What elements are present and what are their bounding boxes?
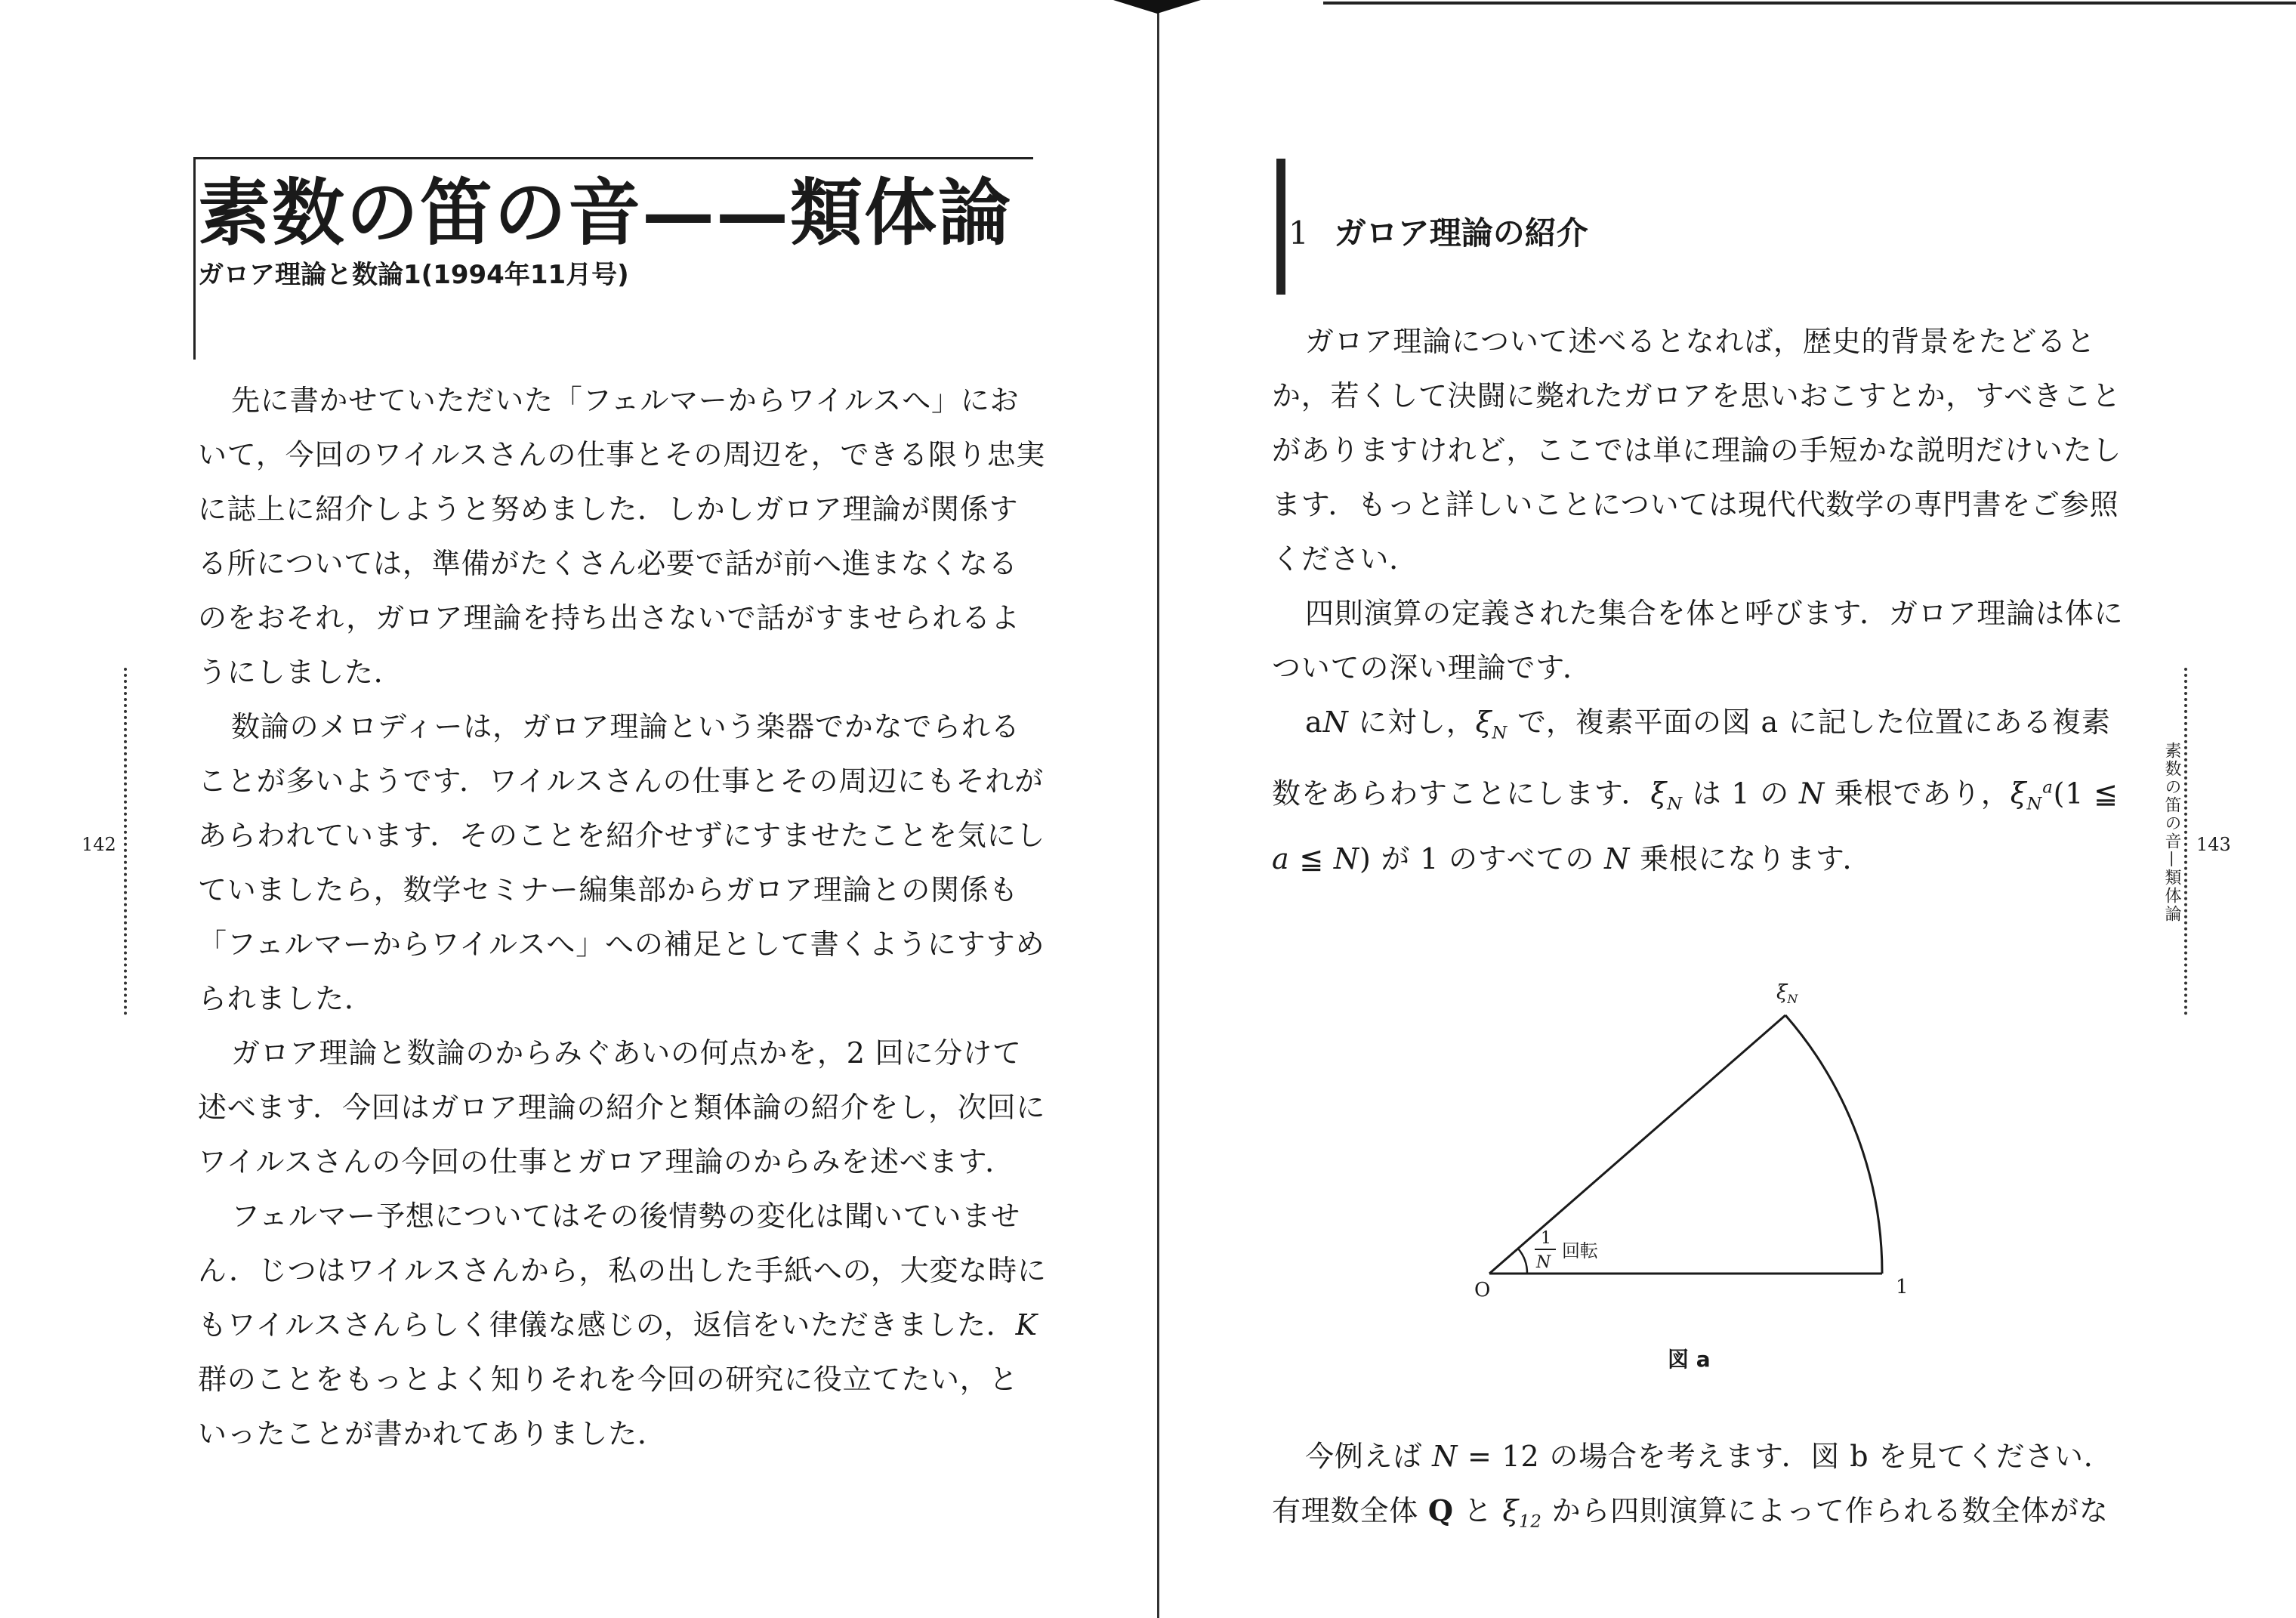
paragraph xyxy=(1272,1429,2125,1549)
math-N: N xyxy=(1604,841,1631,875)
xi: ξ xyxy=(1650,777,1668,811)
math-N: N xyxy=(1322,706,1349,739)
math-N: N xyxy=(1333,841,1359,875)
paragraph: 四則演算の定義された集合を体と呼びます．ガロア理論は体についての深い理論です． xyxy=(1272,597,2124,684)
margin-dotted-rule xyxy=(124,668,127,1015)
figure-caption: 図 a xyxy=(1668,1347,1711,1372)
text: と xyxy=(1453,1494,1503,1527)
page-number-right: 143 xyxy=(2196,834,2231,855)
article-subtitle: ガロア理論と数論1(1994年11月号) xyxy=(198,260,629,290)
gutter-notch xyxy=(1113,0,1201,14)
paragraph: 先に書かせていただいた「フェルマーからワイルスへ」において，今回のワイルスさんの仕事とその周辺を，できる限り忠実に誌上に紹介しようと努めました．しかしガロア理論が関係する所については，準備がたくさん必要で話が前へ進まなくなるのをおそれ，ガロア理論を持ち出さないで話がすませられるようにしました． xyxy=(198,384,1046,689)
paragraph-text: 群のことをもっとよく知りそれを今回の研究に役立てたい，といったことが書かれてありました． xyxy=(198,1363,1019,1450)
math-xi12 xyxy=(1502,1494,1542,1532)
paragraph-text: フェルマー予想についてはその後情勢の変化は聞いていません．じつはワイルスさんから，私の出した手紙への，大変な時にもワイルスさんらしく律儀な感じの，返信をいただきました． xyxy=(198,1200,1047,1342)
angle-numerator: 1 xyxy=(1541,1229,1551,1248)
text: ≦ xyxy=(1289,841,1334,875)
xi-superscript: a xyxy=(2042,777,2054,798)
text: ) xyxy=(1359,841,1372,875)
paragraph xyxy=(198,1189,1047,1461)
figure-arc xyxy=(1785,1015,1882,1274)
math-Q: Q xyxy=(1427,1493,1454,1527)
xi-subscript: N xyxy=(2026,794,2043,814)
xi: ξ xyxy=(1776,981,1788,1004)
label-one: 1 xyxy=(1896,1276,1909,1298)
text: の場合を考えます．図 b を見てください．有理数全体 xyxy=(1272,1440,2113,1527)
figure-ray-upper xyxy=(1489,1015,1785,1274)
text: 乗根になります． xyxy=(1630,841,1872,875)
running-head: 素数の笛の音—類体論 xyxy=(2162,742,2181,923)
xi-subscript: 12 xyxy=(1519,1511,1542,1532)
figure-a xyxy=(1435,959,1964,1322)
math-xi-power xyxy=(2010,777,2054,814)
math-xi xyxy=(1475,706,1508,743)
right-body xyxy=(1272,314,2125,886)
label-xi-n xyxy=(1776,981,1798,1006)
text: で，複素平面の図 a に記した位置にある複素数をあらわすことにします． xyxy=(1272,706,2111,811)
paragraph: 数論のメロディーは，ガロア理論という楽器でかなでられることが多いようです．ワイルスさんの仕事とその周辺にもそれがあらわれています．そのことを紹介せずにすませたことを気にしていましたら，数学セミナー編集部からガロア理論との関係も「フェルマーからワイルスへ」への補足として書くようにすすめられました． xyxy=(198,710,1046,1015)
xi-subscript: N xyxy=(1492,723,1508,743)
xi: ξ xyxy=(1475,706,1492,739)
text: から四則演算によって作られる数全体がな xyxy=(1541,1494,2109,1527)
section-bar xyxy=(1276,159,1285,295)
text: (1 ≦ xyxy=(2053,777,2119,811)
text: は 1 の xyxy=(1682,777,1799,811)
k-symbol: K xyxy=(1015,1308,1038,1342)
paragraph: ガロア理論について述べるとなれば，歴史的背景をたどるとか，若くして決闘に斃れたガロアを思いおこすとか，すべきことがありますけれど，ここでは単に理論の手短かな説明だけいたします．もっと詳しいことについては現代代数学の専門書をご参照ください． xyxy=(1272,325,2122,576)
label-origin: O xyxy=(1474,1279,1491,1302)
section-number: 1 xyxy=(1288,215,1309,252)
xi: ξ xyxy=(2010,777,2027,811)
left-body xyxy=(198,373,1047,1461)
math-N: N xyxy=(1798,777,1825,811)
xi: ξ xyxy=(1502,1494,1520,1527)
text: に対し， xyxy=(1348,706,1476,739)
figure-angle-arc xyxy=(1518,1249,1527,1274)
xi-subscript: N xyxy=(1667,794,1683,814)
angle-label: 回転 xyxy=(1562,1240,1598,1261)
math-N: N xyxy=(1432,1440,1458,1473)
section-heading xyxy=(1288,208,1588,254)
article-title: 素数の笛の音——類体論 xyxy=(198,170,1012,255)
text: 今例えば xyxy=(1305,1440,1433,1473)
math-a: a xyxy=(1272,841,1290,875)
math-xi xyxy=(1650,777,1683,814)
paragraph: ガロア理論と数論のからみぐあいの何点かを，2 回に分けて述べます．今回はガロア理論の紹介と類体論の紹介をし，次回にワイルスさんの今回の仕事とガロア理論のからみを述べます． xyxy=(198,1036,1046,1178)
page-number-left: 142 xyxy=(82,834,116,855)
section-title: ガロア理論の紹介 xyxy=(1334,215,1588,252)
text: = 12 xyxy=(1458,1440,1540,1473)
title-left-rule xyxy=(193,157,196,360)
margin-dotted-rule xyxy=(2184,668,2187,1015)
xi-subscript: N xyxy=(1787,992,1798,1006)
right-body-lower xyxy=(1272,1429,2125,1549)
text: 乗根であり， xyxy=(1825,777,2011,811)
text: a xyxy=(1305,706,1323,739)
gutter-line xyxy=(1157,0,1159,1618)
paragraph xyxy=(1272,695,2125,886)
text: が 1 のすべての xyxy=(1371,841,1605,875)
angle-denominator: N xyxy=(1536,1253,1551,1272)
top-edge-rule xyxy=(1323,2,2296,5)
